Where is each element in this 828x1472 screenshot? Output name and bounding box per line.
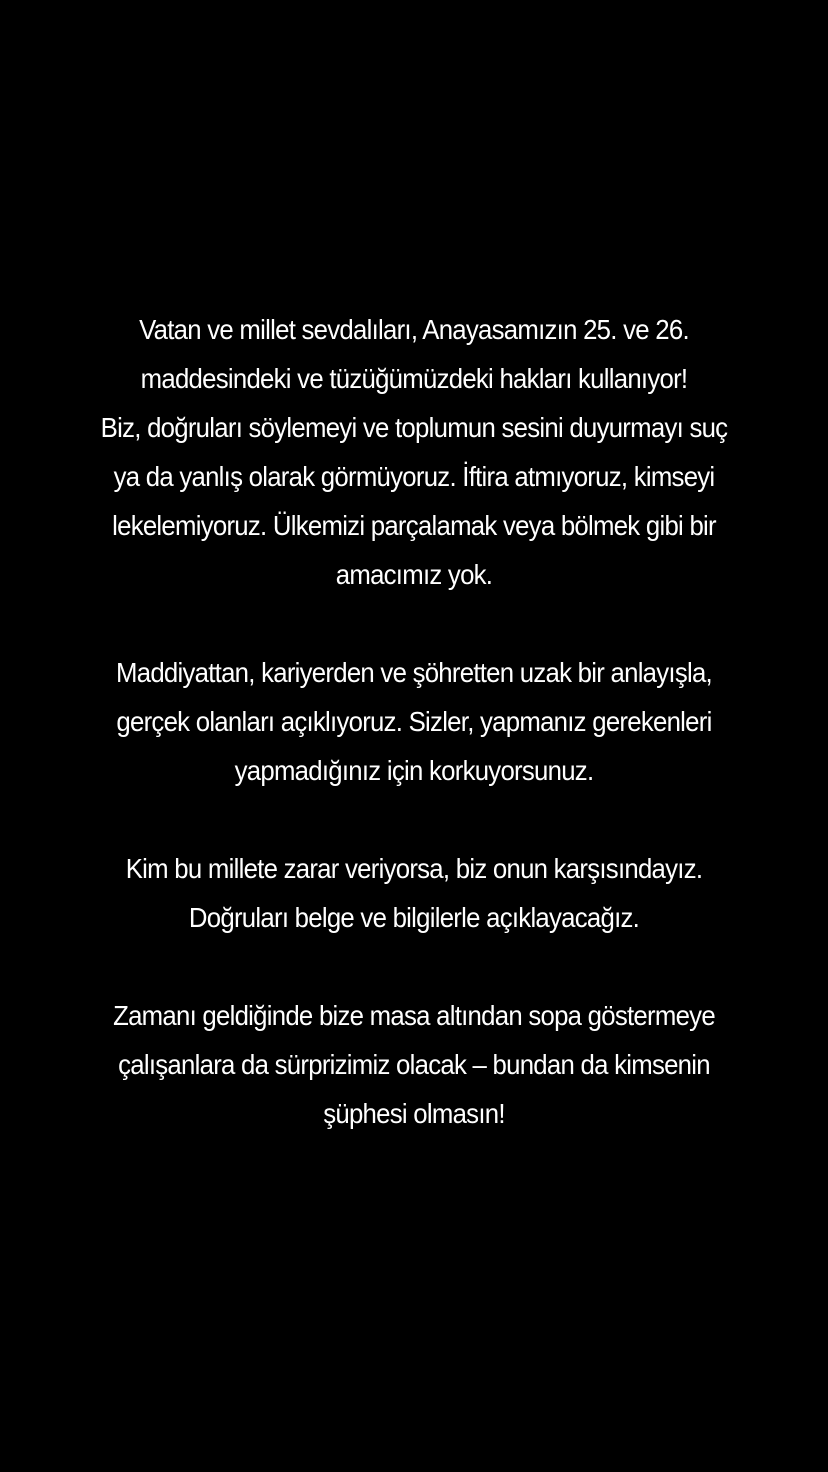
text-line: Kim bu millete zarar veriyorsa, biz onun karşısındayız. <box>125 853 703 884</box>
text-line: şüphesi olmasın! <box>323 1098 505 1129</box>
text-line: gerçek olanları açıklıyoruz. Sizler, yapmanız gerekenleri <box>116 706 712 737</box>
text-line: çalışanlara da sürprizimiz olacak – bundan da kimsenin <box>118 1049 710 1080</box>
paragraph-3 <box>70 844 758 942</box>
text-line: yapmadığınız için korkuyorsunuz. <box>234 755 594 786</box>
paragraph-spacer <box>70 795 758 844</box>
paragraph-1 <box>70 305 758 599</box>
text-line: Maddiyattan, kariyerden ve şöhretten uzak bir anlayışla, <box>116 657 712 688</box>
paragraph-4 <box>70 991 758 1138</box>
text-line: lekelemiyoruz. Ülkemizi parçalamak veya bölmek gibi bir <box>112 510 716 541</box>
text-line: maddesindeki ve tüzüğümüzdeki hakları kullanıyor! <box>140 363 688 394</box>
text-line: ya da yanlış olarak görmüyoruz. İftira atmıyoruz, kimseyi <box>113 461 715 492</box>
paragraph-2 <box>70 648 758 795</box>
paragraph-spacer <box>70 599 758 648</box>
text-line: Doğruları belge ve bilgilerle açıklayacağız. <box>188 902 640 933</box>
text-line: Zamanı geldiğinde bize masa altından sopa göstermeye <box>113 1000 715 1031</box>
text-line: amacımız yok. <box>335 559 493 590</box>
story-text-block <box>70 305 758 1138</box>
paragraph-spacer <box>70 942 758 991</box>
text-line: Vatan ve millet sevdalıları, Anayasamızın 25. ve 26. <box>139 314 689 345</box>
text-line: Biz, doğruları söylemeyi ve toplumun sesini duyurmayı suç <box>100 412 728 443</box>
